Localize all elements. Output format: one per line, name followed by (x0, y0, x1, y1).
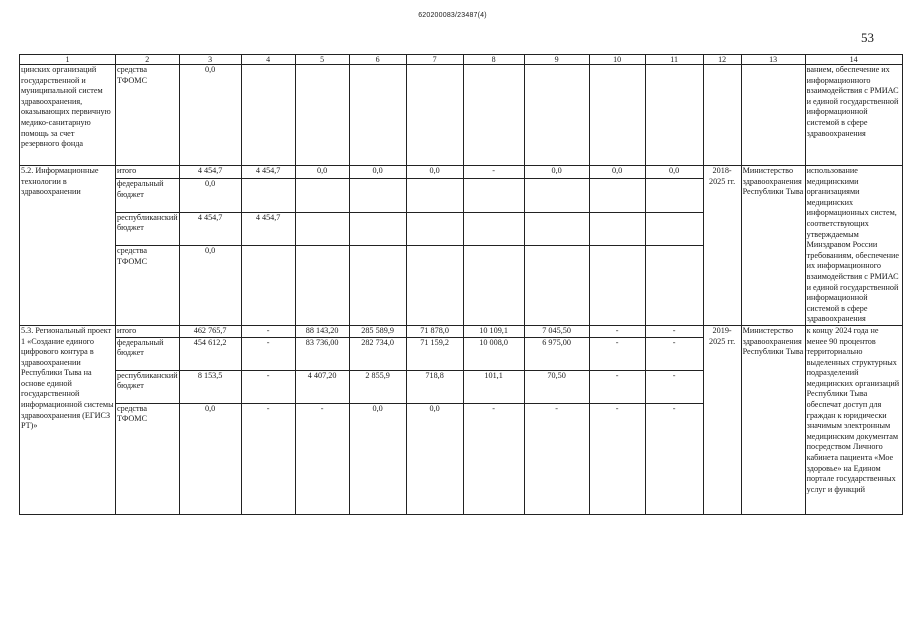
cell-empty (589, 245, 645, 325)
cell-empty (645, 179, 703, 212)
cell-total: 4 454,7 (179, 212, 241, 245)
header-cell: 9 (524, 55, 589, 65)
cell-value: 4 454,7 (241, 166, 295, 179)
funding-source: республиканский бюджет (116, 212, 180, 245)
cell-value: 0,0 (406, 403, 463, 514)
header-cell: 1 (20, 55, 116, 65)
cell-value: - (241, 403, 295, 514)
cell-empty (589, 65, 645, 166)
cell-empty (241, 245, 295, 325)
cell-value: 0,0 (349, 166, 406, 179)
header-row (20, 55, 903, 65)
cell-empty (406, 179, 463, 212)
cell-empty (295, 245, 349, 325)
funding-source: федеральный бюджет (116, 179, 180, 212)
funding-source: средства ТФОМС (116, 65, 180, 166)
cell-empty (524, 245, 589, 325)
cell-total: 0,0 (179, 403, 241, 514)
cell-value: 4 407,20 (295, 370, 349, 403)
cell-value: 88 143,20 (295, 325, 349, 337)
cell-empty (406, 245, 463, 325)
cell-value: - (463, 403, 524, 514)
cell-value: - (241, 325, 295, 337)
header-cell: 14 (805, 55, 902, 65)
header-cell: 5 (295, 55, 349, 65)
cell-empty (295, 65, 349, 166)
executor: Министерство здравоохранения Республики Тыва (741, 166, 805, 326)
cell-empty (241, 65, 295, 166)
cell-value: 285 589,9 (349, 325, 406, 337)
cell-value: 0,0 (349, 403, 406, 514)
program-table (19, 54, 903, 515)
header-cell: 7 (406, 55, 463, 65)
cell-empty (463, 65, 524, 166)
cell-value: - (645, 337, 703, 370)
funding-source: республиканский бюджет (116, 370, 180, 403)
header-cell: 8 (463, 55, 524, 65)
cell-value: 0,0 (406, 166, 463, 179)
header-cell: 6 (349, 55, 406, 65)
cell-value: 6 975,00 (524, 337, 589, 370)
cell-value: 0,0 (645, 166, 703, 179)
period: 2019-2025 гг. (703, 325, 741, 514)
cell-value: 83 736,00 (295, 337, 349, 370)
cell-value: - (524, 403, 589, 514)
cell-empty (349, 65, 406, 166)
table-row (20, 65, 903, 166)
funding-source: средства ТФОМС (116, 403, 180, 514)
cell-total: 0,0 (179, 65, 241, 166)
cell-empty (406, 212, 463, 245)
cell-empty (589, 212, 645, 245)
table-row (20, 325, 903, 337)
measure-description: 5.3. Региональный проект 1 «Создание единого цифрового контура в здравоохранении Республики Тыва на основе единой государственной информационной системы здравоохранения (ЕГИСЗ РТ)» (20, 325, 116, 514)
cell-total: 4 454,7 (179, 166, 241, 179)
funding-source: федеральный бюджет (116, 337, 180, 370)
header-cell: 13 (741, 55, 805, 65)
cell-empty (645, 65, 703, 166)
cell-total: 0,0 (179, 179, 241, 212)
executor: Министерство здравоохранения Республики Тыва (741, 325, 805, 514)
cell-value: - (241, 370, 295, 403)
cell-empty (741, 65, 805, 166)
cell-value: 71 159,2 (406, 337, 463, 370)
cell-empty (524, 65, 589, 166)
cell-empty (645, 212, 703, 245)
page-number: 53 (861, 30, 874, 45)
cell-value: 10 008,0 (463, 337, 524, 370)
cell-value: - (589, 370, 645, 403)
header-cell: 11 (645, 55, 703, 65)
cell-empty (645, 245, 703, 325)
header-cell: 3 (179, 55, 241, 65)
cell-value: - (295, 403, 349, 514)
cell-total: 8 153,5 (179, 370, 241, 403)
cell-empty (295, 179, 349, 212)
cell-value: - (589, 337, 645, 370)
expected-result: ванием, обеспечение их информационного взаимодействия с РМИАС и единой государственной информационной системой в сфере здравоохранения (805, 65, 902, 166)
cell-empty (589, 179, 645, 212)
cell-empty (463, 212, 524, 245)
cell-total: 454 612,2 (179, 337, 241, 370)
document-id: 620200083/23487(4) (418, 12, 487, 19)
funding-source: итого (116, 166, 180, 179)
cell-empty (349, 245, 406, 325)
period: 2018-2025 гг. (703, 166, 741, 326)
cell-empty (524, 179, 589, 212)
cell-empty (703, 65, 741, 166)
cell-value: - (589, 403, 645, 514)
measure-description: цинских организаций государственной и муниципальной систем здравоохранения, оказывающих первичную медико-санитарную помощь за счет резервного фонда (20, 65, 116, 166)
cell-value: - (463, 166, 524, 179)
table-row (20, 166, 903, 179)
cell-empty (295, 212, 349, 245)
cell-value: 71 878,0 (406, 325, 463, 337)
cell-total: 462 765,7 (179, 325, 241, 337)
cell-empty (463, 245, 524, 325)
measure-description: 5.2. Информационные технологии в здравоохранении (20, 166, 116, 326)
funding-source: итого (116, 325, 180, 337)
expected-result: к концу 2024 года не менее 90 процентов территориально выделенных структурных подразделений медицинских организаций Республики Тыва обеспечат доступ для граждан к юридически значимым электронным медицинским документам посредством Личного кабинета пациента «Мое здоровье» на Едином портале государственных услуг и функций (805, 325, 902, 514)
header-cell: 10 (589, 55, 645, 65)
funding-source: средства ТФОМС (116, 245, 180, 325)
cell-value: 10 109,1 (463, 325, 524, 337)
cell-value: - (645, 370, 703, 403)
expected-result: использование медицинскими организациями медицинских информационных систем, соответствующих утверждаемым Минздравом России требованиям, обеспечение их информационного взаимодействия с РМИАС и единой государственной информационной системой в сфере здравоохранения (805, 166, 902, 326)
cell-value: 7 045,50 (524, 325, 589, 337)
cell-value: 0,0 (524, 166, 589, 179)
cell-value: 0,0 (589, 166, 645, 179)
cell-empty (463, 179, 524, 212)
cell-value: 282 734,0 (349, 337, 406, 370)
cell-empty (524, 212, 589, 245)
cell-value: - (241, 337, 295, 370)
cell-value: 4 454,7 (241, 212, 295, 245)
header-cell: 2 (116, 55, 180, 65)
cell-value: 718,8 (406, 370, 463, 403)
cell-empty (241, 179, 295, 212)
header-cell: 4 (241, 55, 295, 65)
cell-value: 101,1 (463, 370, 524, 403)
cell-value: 2 855,9 (349, 370, 406, 403)
cell-value: 0,0 (295, 166, 349, 179)
cell-empty (349, 179, 406, 212)
cell-value: 70,50 (524, 370, 589, 403)
cell-empty (349, 212, 406, 245)
cell-empty (406, 65, 463, 166)
cell-value: - (645, 325, 703, 337)
cell-value: - (645, 403, 703, 514)
cell-value: - (589, 325, 645, 337)
header-cell: 12 (703, 55, 741, 65)
cell-total: 0,0 (179, 245, 241, 325)
